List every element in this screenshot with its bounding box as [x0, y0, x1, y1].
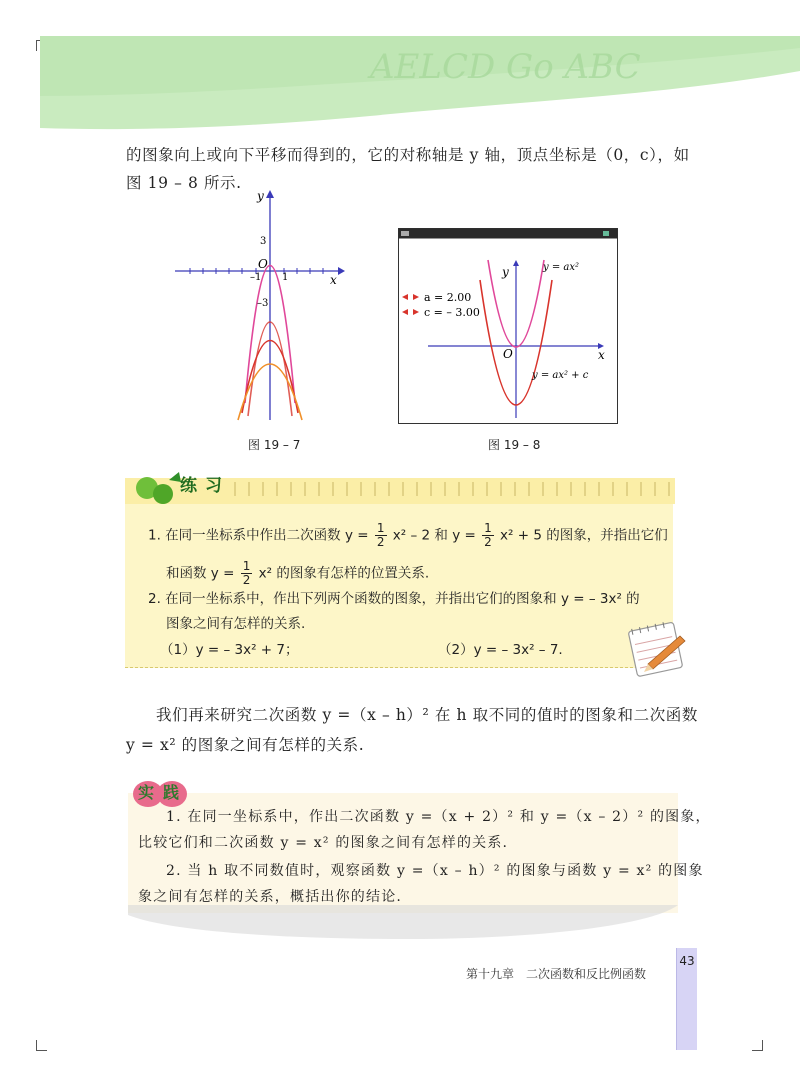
exercise-q2-line1: 2. 在同一坐标系中，作出下列两个函数的图象，并指出它们的图象和 y = – 3x² 的 — [148, 591, 640, 607]
y-axis-label: y — [257, 189, 264, 203]
exercise-q2-b: （2）y = – 3x² – 7. — [438, 642, 563, 658]
page-number: 43 — [679, 954, 695, 968]
intro-line-2: 图 19 – 8 所示. — [126, 174, 242, 192]
paragraph-line-1: 我们再来研究二次函数 y =（x – h）² 在 h 取不同的值时的图象和二次函数 — [156, 706, 699, 724]
y-axis-label-2: y — [502, 265, 509, 279]
curve2-label: y = ax² + c — [532, 370, 589, 381]
frac-den: 2 — [242, 573, 251, 587]
q1-line2-prefix: 和函数 y = — [166, 565, 235, 582]
figure-19-8-caption: 图 19 – 8 — [488, 438, 541, 452]
exercise-title: 练习 — [180, 476, 230, 496]
x-axis-label-2: x — [598, 348, 605, 362]
exercise-q2-line2: 图象之间有怎样的关系. — [166, 616, 306, 632]
intro-line-1: 的图象向上或向下平移而得到的，它的对称轴是 y 轴，顶点坐标是（0，c），如 — [126, 146, 690, 164]
param-c-label: c = – 3.00 — [424, 306, 480, 319]
tick-label-neg1: –1 — [250, 272, 262, 283]
frac-num: 1 — [376, 521, 385, 535]
frac-num: 1 — [242, 559, 251, 573]
frac-den: 2 — [484, 535, 492, 549]
q1-fraction-3 — [241, 560, 253, 587]
exercise-q1-line1 — [148, 522, 668, 549]
practice-line-1: 1. 在同一坐标系中，作出二次函数 y =（x + 2）² 和 y =（x – 2）² 的图象， — [166, 809, 711, 825]
notepad-pencil-icon — [622, 612, 692, 682]
curve1-label: y = ax² — [543, 262, 579, 273]
exercise-q1-line2 — [166, 560, 429, 587]
figure-19-7 — [170, 188, 345, 423]
header-banner — [40, 36, 800, 131]
tick-label-3: 3 — [260, 236, 267, 247]
crop-mark-bottom-right — [752, 1040, 763, 1051]
q1-fraction-2 — [482, 522, 494, 549]
q1-mid2: x² + 5 的图象，并指出它们 — [500, 527, 668, 544]
banner-decor-text: AELCD Go ABC — [370, 47, 641, 87]
practice-title: 实践 — [138, 783, 189, 802]
origin-label-2: O — [503, 347, 513, 361]
frac-den: 2 — [376, 535, 385, 549]
figure-19-7-caption: 图 19 – 7 — [248, 438, 301, 452]
exercise-q2-a: （1）y = – 3x² + 7； — [160, 642, 299, 658]
q1-fraction-1 — [375, 522, 387, 549]
q1-prefix: 1. 在同一坐标系中作出二次函数 y = — [148, 527, 369, 544]
q1-mid1: x² – 2 和 y = — [392, 527, 476, 544]
figure-19-8 — [398, 228, 618, 424]
origin-label: O — [258, 257, 268, 271]
practice-line-2: 比较它们和二次函数 y = x² 的图象之间有怎样的关系. — [138, 835, 509, 851]
chapter-title: 第十九章 二次函数和反比例函数 — [466, 967, 647, 981]
practice-bottom-shadow — [128, 905, 688, 945]
q1-line2-suffix: x² 的图象有怎样的位置关系. — [258, 565, 430, 582]
practice-line-4: 象之间有怎样的关系，概括出你的结论. — [138, 889, 403, 905]
frac-num: 1 — [484, 521, 492, 535]
tick-label-1: 1 — [282, 272, 289, 283]
crop-mark-bottom-left — [36, 1040, 47, 1051]
tick-label-neg3: –3 — [257, 298, 269, 309]
practice-line-3: 2. 当 h 取不同数值时，观察函数 y =（x – h）² 的图象与函数 y = x² 的图象 — [166, 863, 704, 879]
param-a-label: a = 2.00 — [424, 291, 472, 304]
paragraph-line-2: y = x² 的图象之间有怎样的关系. — [126, 736, 365, 754]
x-axis-label: x — [330, 273, 337, 287]
